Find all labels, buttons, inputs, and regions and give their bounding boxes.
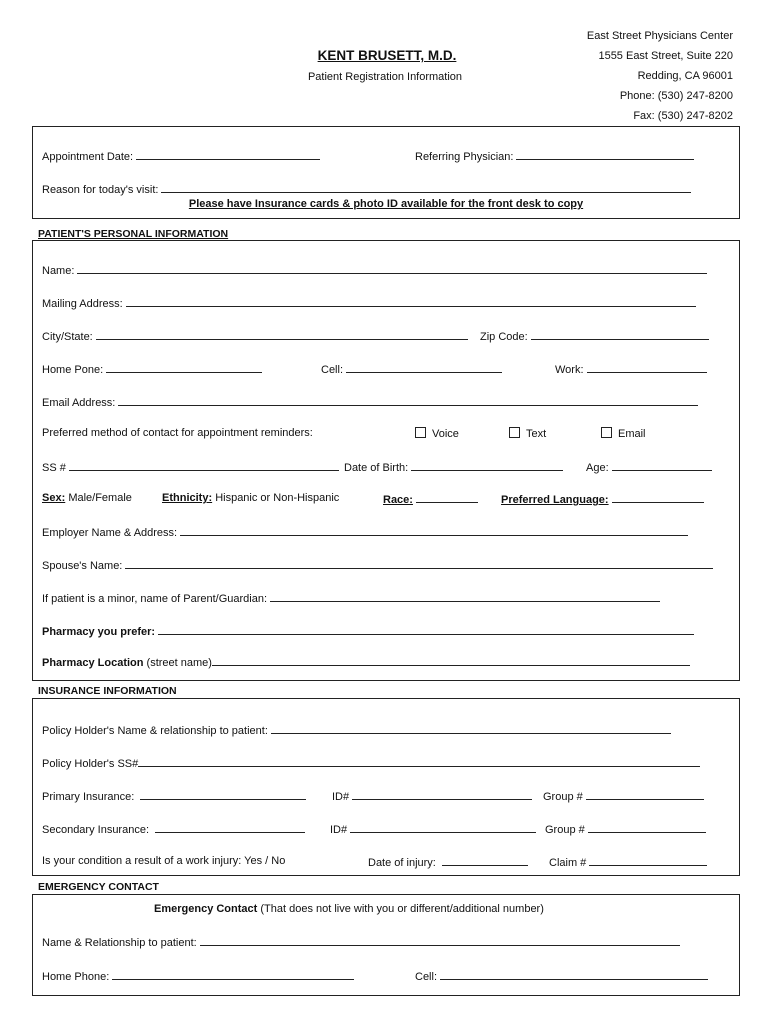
emergency-title (154, 903, 739, 915)
email-checkbox[interactable] (601, 427, 612, 438)
referring-physician-label: Referring Physician: (415, 151, 514, 163)
secondary-id-label: ID# (330, 824, 348, 836)
cell-field[interactable] (346, 362, 502, 373)
primary-group-field[interactable] (586, 789, 704, 800)
guardian-row (42, 591, 739, 605)
email-label: Email Address: (42, 397, 116, 409)
claim-field[interactable] (589, 855, 707, 866)
mailing-field[interactable] (126, 296, 696, 307)
spouse-row (42, 558, 739, 572)
emergency-cell-label: Cell: (415, 971, 438, 983)
work-field[interactable] (587, 362, 707, 373)
emergency-box (32, 894, 740, 996)
emergency-name-row (42, 935, 739, 949)
text-checkbox[interactable] (509, 427, 520, 438)
employer-label: Employer Name & Address: (42, 527, 178, 539)
work-injury-label: Is your condition a result of a work injury: Yes / No (42, 855, 286, 867)
holder-name-row (42, 723, 739, 737)
reason-row (42, 182, 739, 196)
voice-checkbox[interactable] (415, 427, 426, 438)
holder-name-field[interactable] (271, 723, 671, 734)
personal-heading: PATIENT'S PERSONAL INFORMATION (38, 228, 229, 240)
appointment-date-label: Appointment Date: (42, 151, 134, 163)
holder-ss-row (42, 756, 739, 770)
primary-id-label: ID# (332, 791, 350, 803)
text-label: Text (526, 428, 547, 440)
primary-group-label: Group # (543, 791, 583, 803)
claim-label: Claim # (549, 857, 587, 869)
clinic-city: Redding, CA 96001 (637, 70, 733, 82)
race-field[interactable] (416, 492, 478, 503)
dob-label: Date of Birth: (344, 462, 409, 474)
spouse-field[interactable] (125, 558, 713, 569)
contact-pref-label: Preferred method of contact for appointment reminders: (42, 427, 313, 439)
home-phone-field[interactable] (106, 362, 262, 373)
mailing-row (42, 296, 739, 310)
city-state-label: City/State: (42, 331, 93, 343)
work-label: Work: (555, 364, 584, 376)
emergency-title-label: Emergency Contact (154, 903, 258, 915)
secondary-label: Secondary Insurance: (42, 824, 150, 836)
employer-field[interactable] (180, 525, 688, 536)
reason-label: Reason for today's visit: (42, 184, 159, 196)
dob-field[interactable] (411, 460, 563, 471)
race-label: Race: (383, 494, 413, 506)
sex-label: Sex: (42, 492, 66, 504)
clinic-phone: Phone: (530) 247-8200 (619, 90, 733, 102)
age-label: Age: (586, 462, 609, 474)
name-label: Name: (42, 265, 75, 277)
zip-field[interactable] (531, 329, 709, 340)
primary-id-field[interactable] (352, 789, 532, 800)
insurance-box (32, 698, 740, 876)
secondary-group-label: Group # (545, 824, 585, 836)
language-label: Preferred Language: (501, 494, 609, 506)
pharmacy-location-hint: (street name) (146, 657, 212, 669)
spouse-label: Spouse's Name: (42, 560, 123, 572)
emergency-cell-field[interactable] (440, 969, 708, 980)
clinic-address (587, 26, 733, 126)
primary-label: Primary Insurance: (42, 791, 135, 803)
date-injury-label: Date of injury: (368, 857, 436, 869)
pharmacy-location-field[interactable] (212, 655, 690, 666)
emergency-heading: EMERGENCY CONTACT (38, 881, 159, 893)
emergency-name-field[interactable] (200, 935, 680, 946)
insurance-heading: INSURANCE INFORMATION (38, 685, 177, 697)
personal-box (32, 240, 740, 681)
home-phone-label: Home Pone: (42, 364, 104, 376)
holder-name-label: Policy Holder's Name & relationship to patient: (42, 725, 268, 737)
employer-row (42, 525, 739, 539)
pharmacy-row (42, 624, 739, 638)
holder-ss-field[interactable] (138, 756, 700, 767)
appointment-date-field[interactable] (136, 149, 320, 160)
doctor-name: KENT BRUSETT, M.D. (317, 48, 457, 63)
language-field[interactable] (612, 492, 704, 503)
ethnicity-value: Hispanic or Non-Hispanic (215, 492, 340, 504)
zip-label: Zip Code: (480, 331, 528, 343)
pharmacy-location-row (42, 655, 739, 669)
referring-physician-field[interactable] (516, 149, 694, 160)
date-injury-field[interactable] (442, 855, 528, 866)
emergency-home-phone-field[interactable] (112, 969, 354, 980)
email-opt-label: Email (618, 428, 646, 440)
name-row (42, 263, 739, 277)
sex-value: Male/Female (68, 492, 132, 504)
city-state-field[interactable] (96, 329, 468, 340)
primary-field[interactable] (140, 789, 306, 800)
age-field[interactable] (612, 460, 712, 471)
name-field[interactable] (77, 263, 707, 274)
mailing-label: Mailing Address: (42, 298, 123, 310)
guardian-label: If patient is a minor, name of Parent/Guardian: (42, 593, 268, 605)
emergency-home-phone-label: Home Phone: (42, 971, 110, 983)
email-field[interactable] (118, 395, 698, 406)
emergency-title-note: (That does not live with you or different/additional number) (260, 903, 544, 915)
clinic-fax: Fax: (530) 247-8202 (633, 110, 733, 122)
secondary-field[interactable] (155, 822, 305, 833)
ethnicity-label: Ethnicity: (162, 492, 213, 504)
insurance-notice: Please have Insurance cards & photo ID available for the front desk to copy (188, 198, 584, 210)
pharmacy-location-label: Pharmacy Location (42, 657, 144, 669)
clinic-name: East Street Physicians Center (586, 30, 733, 42)
ssn-field[interactable] (69, 460, 339, 471)
reason-field[interactable] (161, 182, 691, 193)
emergency-name-label: Name & Relationship to patient: (42, 937, 197, 949)
pharmacy-label: Pharmacy you prefer: (42, 626, 156, 638)
form-subtitle: Patient Registration Information (307, 71, 463, 83)
clinic-street: 1555 East Street, Suite 220 (598, 50, 733, 62)
pharmacy-field[interactable] (158, 624, 694, 635)
cell-label: Cell: (321, 364, 344, 376)
voice-label: Voice (432, 428, 459, 440)
holder-ss-label: Policy Holder's SS# (42, 758, 139, 770)
email-row (42, 395, 739, 409)
guardian-field[interactable] (270, 591, 660, 602)
secondary-group-field[interactable] (588, 822, 706, 833)
appointment-box (32, 126, 740, 219)
secondary-id-field[interactable] (350, 822, 536, 833)
ssn-label: SS # (42, 462, 66, 474)
